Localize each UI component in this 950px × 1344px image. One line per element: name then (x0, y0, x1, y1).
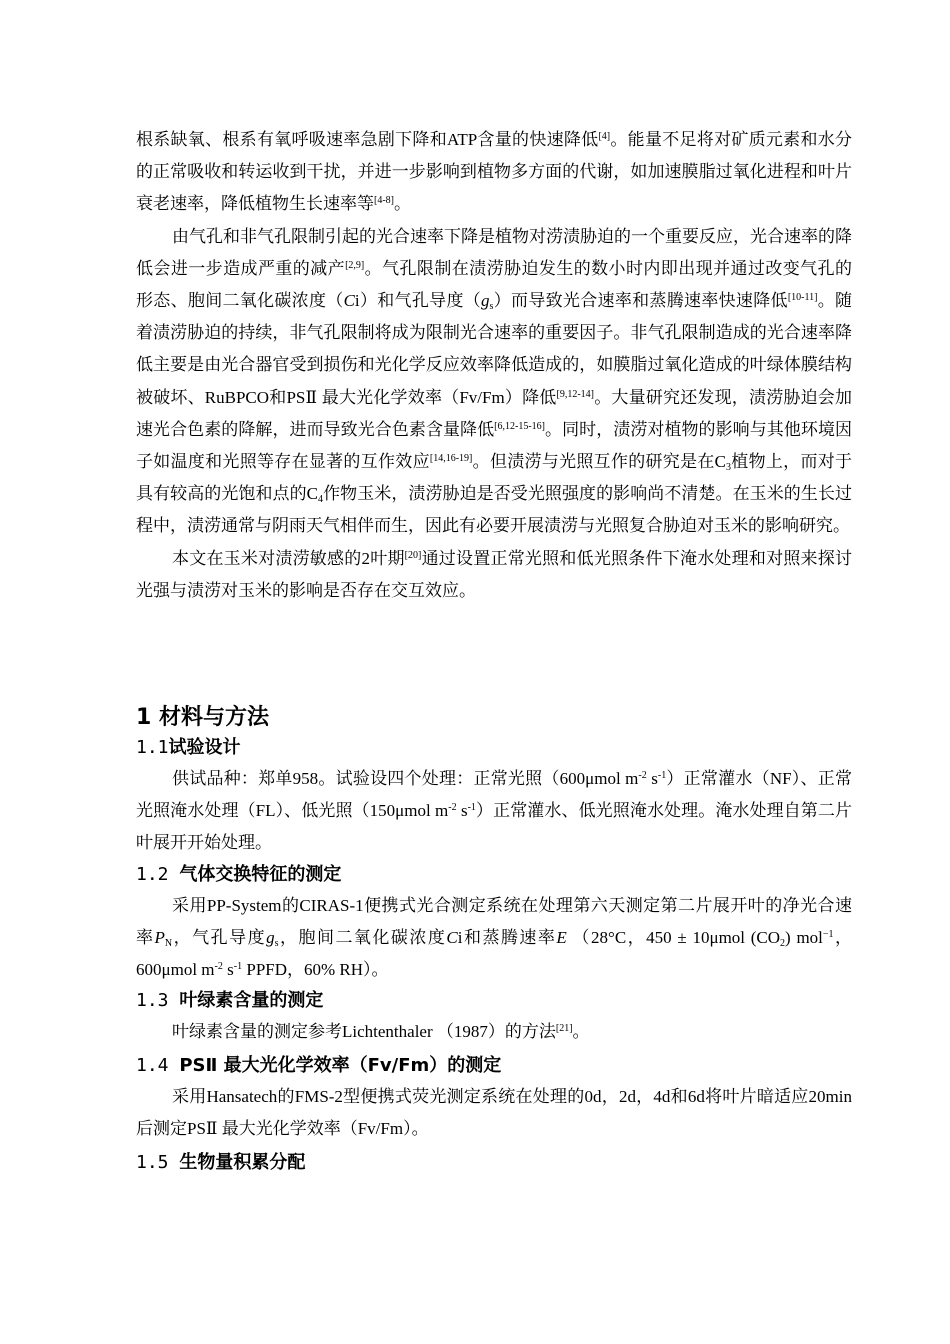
citation: [2,9] (345, 259, 365, 271)
intro-body (136, 124, 852, 607)
citation: [9,12-14] (556, 388, 595, 400)
citation: [6,12-15-16] (494, 420, 545, 432)
section-1-3 (136, 986, 852, 1048)
section-1-4 (136, 1051, 852, 1145)
citation: [10-11] (787, 292, 818, 304)
citation: [14,16-19] (429, 453, 473, 465)
section-1-1-text: 供试品种：郑单958。试验设四个处理：正常光照（600μmol $m^{-2}$ $s^{-1}$）正常灌水（NF）、正常光照淹水处理（FL）、低光照（150μmol $m^{-2}$ $s^{-1}$）正常灌水、低光照淹水处理。淹水处理自第二片叶展开开始处理。 (136, 769, 852, 853)
citation: [21] (555, 1023, 573, 1034)
section-1-5-heading: 1.5 生物量积累分配 (136, 1152, 306, 1173)
section-1-1 (136, 733, 852, 860)
paragraph-2: 由气孔和非气孔限制引起的光合速率下降是植物对涝渍胁迫的一个重要反应，光合速率的降低会进一步造成严重的减产[2,9]。气孔限制在渍涝胁迫发生的数小时内即出现并通过改变气孔的形态、胞间二氧化碳浓度（Ci）和气孔导度$(g_s)$而导致光合速率和蒸腾速率快速降低[10-11]。随着渍涝胁迫的持续，非气孔限制将成为限制光合速率的重要因子。非气孔限制造成的光合速率降低主要是由光合器官受到损伤和光化学反应效率降低造成的，如膜脂过氧化造成的叶绿体膜结构被破坏、RuBPCO和PSⅡ 最大光化学效率（Fv/Fm）降低[9,12-14]。大量研究还发现，渍涝胁迫会加速光合色素的降解，进而导致光合色素含量降低[6,12-15-16]。同时，渍涝对植物的影响与其他环境因子如温度和光照等存在显著的互作效应[14,16-19]。但渍涝与光照互作的研究是在$C_3$植物上，而对于具有较高的光饱和点的$C_4$作物玉米，渍涝胁迫是否受光照强度的影响尚不清楚。在玉米的生长过程中，渍涝通常与阴雨天气相伴而生，因此有必要开展渍涝与光照复合胁迫对玉米的影响研究。 (136, 226, 853, 536)
section-1-3-heading: 1.3 叶绿素含量的测定 (136, 990, 324, 1011)
citation: [4] (598, 131, 611, 142)
citation: [20] (404, 549, 422, 561)
section-1-1-heading: 1.1试验设计 (136, 737, 241, 758)
section-1-2 (136, 860, 852, 987)
section-1-3-text: 叶绿素含量的测定参考Lichtenthaler （1987）的方法[21]。 (172, 1022, 590, 1041)
section-1-2-text: 采用PP-System的CIRAS-1便携式光合测定系统在处理第六天测定第二片展开叶的净光合速率$P_N$，气孔导度$g_s$，胞间二氧化碳浓度Ci和蒸腾速率E （28°C，450 ± 10μmol $(CO_2)$ mol$^{-1}$，600μmol $m^{-2}$ $s^{-1}$ PPFD，60% RH）。 (136, 896, 853, 980)
section-1-2-heading: 1.2 气体交换特征的测定 (136, 864, 342, 885)
section-1-4-text: 采用Hansatech的FMS-2型便携式荧光测定系统在处理的0d，2d，4d和6d将叶片暗适应20min后测定PSⅡ 最大光化学效率（Fv/Fm）。 (136, 1087, 852, 1139)
paragraph-3: 本文在玉米对渍涝敏感的2叶期[20]通过设置正常光照和低光照条件下淹水处理和对照来探讨光强与渍涝对玉米的影响是否存在交互效应。 (136, 548, 853, 600)
section-1-4-heading: 1.4 PSⅡ 最大光化学效率（Fv/Fm）的测定 (136, 1055, 502, 1076)
section-1-5 (136, 1148, 852, 1178)
section-1-heading: 1 材料与方法 (136, 705, 269, 730)
paragraph-1: 根系缺氧、根系有氧呼吸速率急剧下降和ATP含量的快速降低[4]。能量不足将对矿质元素和水分的正常吸收和转运收到干扰，并进一步影响到植物多方面的代谢，如加速膜脂过氧化进程和叶片衰老速率，降低植物生长速率等[4-8]。 (136, 130, 853, 214)
citation: [4-8] (374, 195, 394, 207)
